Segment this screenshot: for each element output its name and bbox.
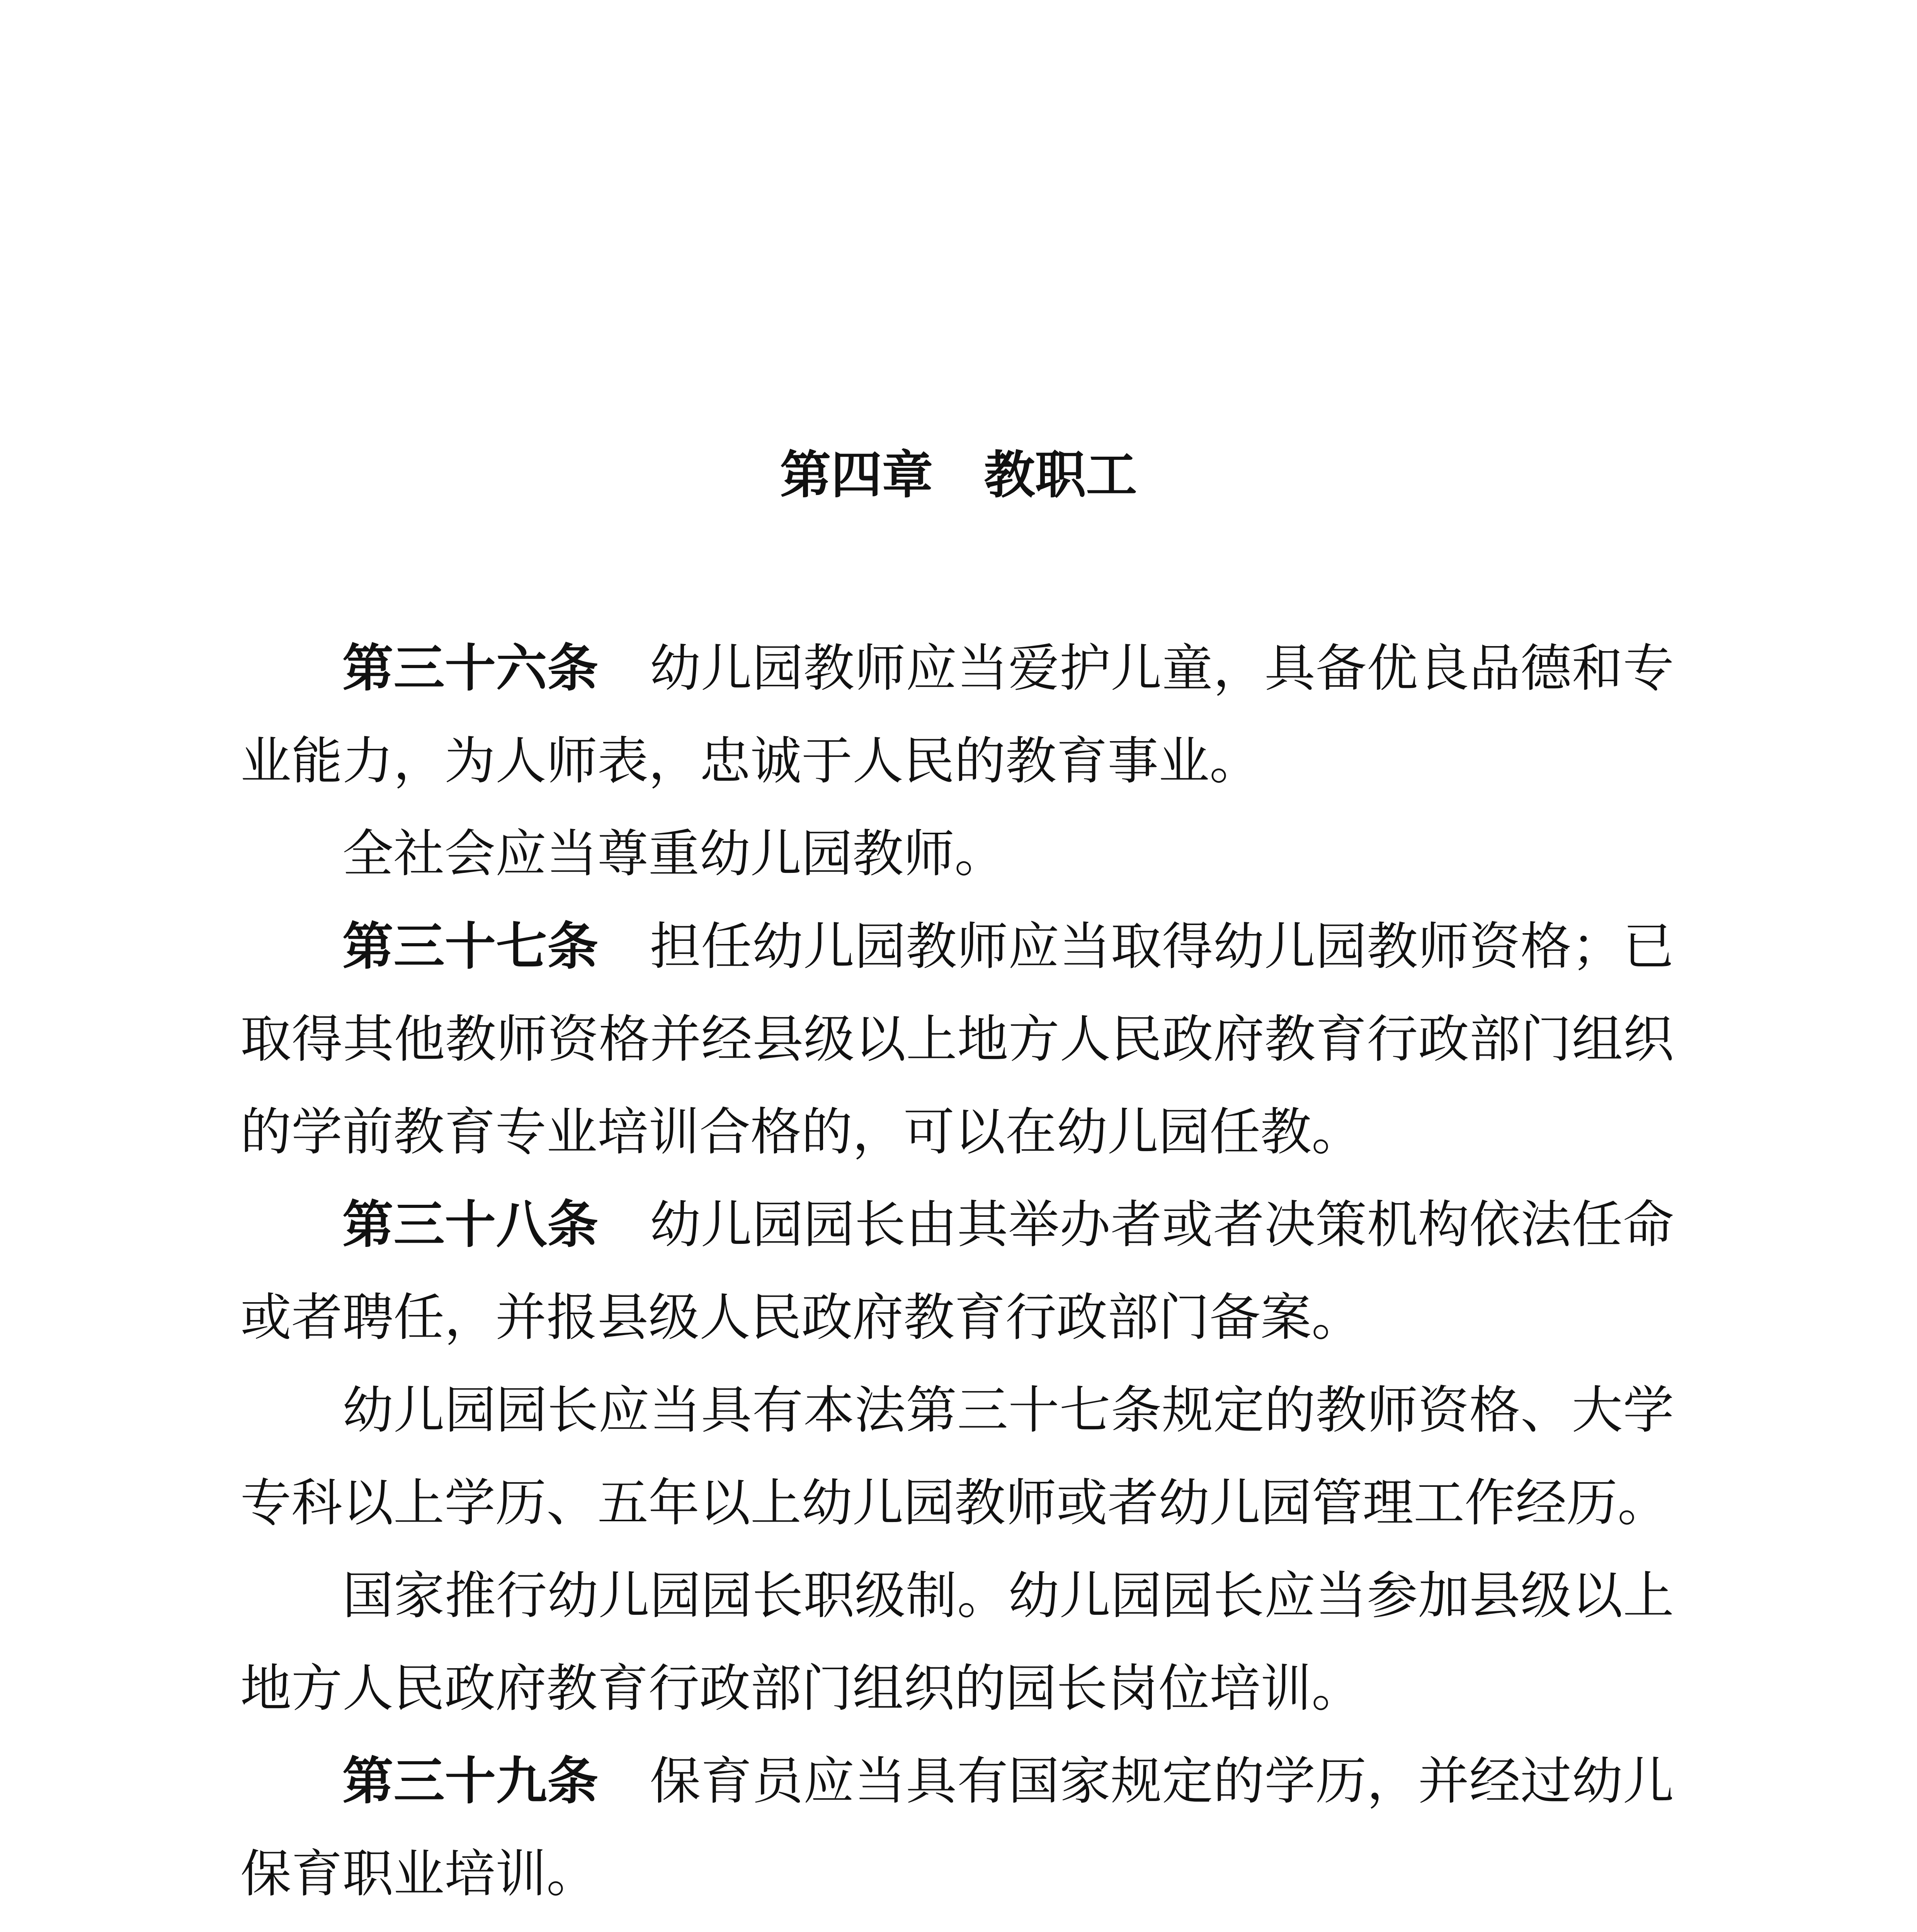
chapter-title: 第四章 教职工: [780, 446, 1137, 505]
article-label: 第三十八条: [342, 1195, 599, 1255]
article-label: 第三十六条: [342, 639, 599, 698]
article-label: 第三十七条: [342, 917, 599, 976]
paragraph-text: 国家推行幼儿园园长职级制。幼儿园园长应当参加县级以上地方人民政府教育行政部门组织的园长岗位培训。: [240, 1566, 1674, 1718]
paragraph: [240, 1549, 1674, 1735]
paragraph-text: 担任幼儿园教师应当取得幼儿园教师资格；已取得其他教师资格并经县级以上地方人民政府教育行政部门组织的学前教育专业培训合格的，可以在幼儿园任教。: [240, 917, 1674, 1162]
paragraph: [240, 1364, 1674, 1549]
paragraph-text: 幼儿园教师应当爱护儿童，具备优良品德和专业能力，为人师表，忠诚于人民的教育事业。: [240, 639, 1674, 791]
document-body: [240, 622, 1674, 1932]
paragraph-text: 全社会应当尊重幼儿园教师。: [342, 824, 1005, 884]
article-paragraph: [240, 622, 1674, 808]
paragraph: [240, 1920, 1674, 1932]
paragraph-text: 保育员应当具有国家规定的学历，并经过幼儿保育职业培训。: [240, 1752, 1674, 1904]
article-paragraph: [240, 1179, 1674, 1364]
article-paragraph: [240, 900, 1674, 1179]
article-paragraph: [240, 1735, 1674, 1920]
paragraph-text: 幼儿园园长应当具有本法第三十七条规定的教师资格、大学专科以上学历、五年以上幼儿园教师或者幼儿园管理工作经历。: [240, 1381, 1674, 1533]
paragraph-text: 幼儿园园长由其举办者或者决策机构依法任命或者聘任，并报县级人民政府教育行政部门备案。: [240, 1195, 1674, 1347]
paragraph: [240, 808, 1674, 900]
article-label: 第三十九条: [342, 1752, 599, 1811]
